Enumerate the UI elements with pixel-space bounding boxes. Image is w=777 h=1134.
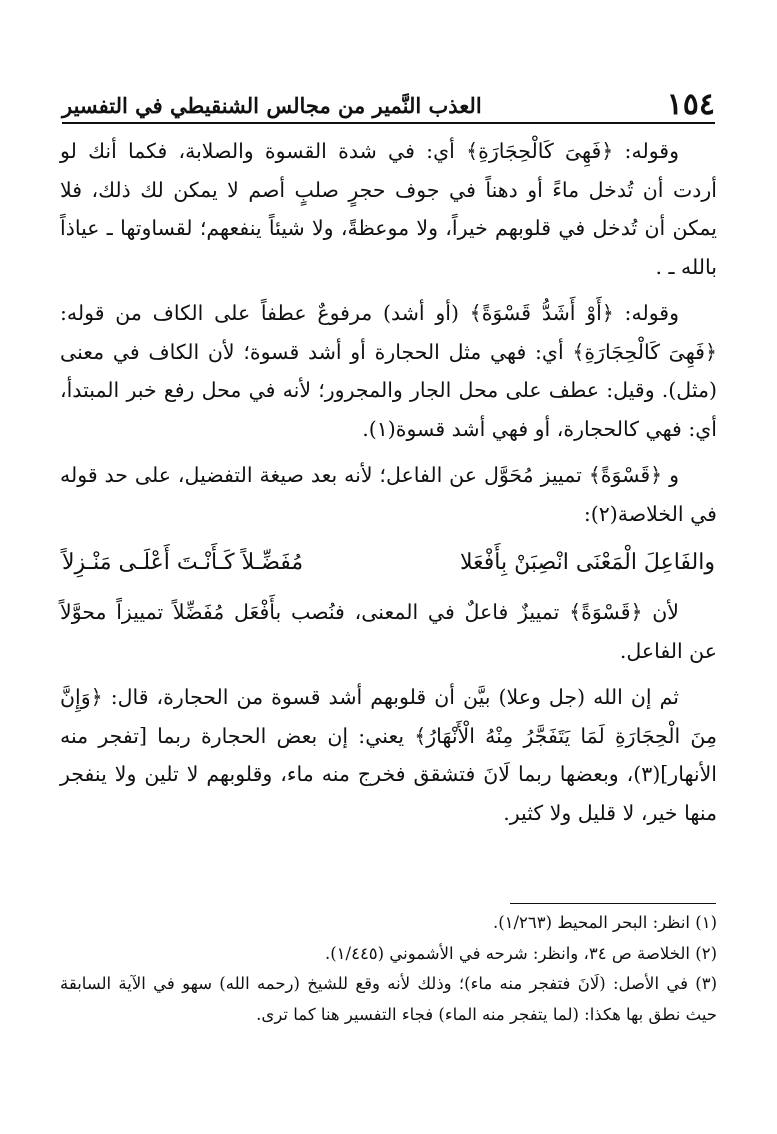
verse-first-hemistich: والفَاعِلَ الْمَعْنَى انْصِبَنْ بِأَفْعَلا bbox=[460, 550, 715, 575]
paragraph-4: لأن ﴿قَسْوَةً﴾ تمييزٌ فاعلٌ في المعنى، فنُصب بأَفْعَل مُفَضِّلاً تمييزاً محوَّلاً عن الفاعل. bbox=[60, 600, 717, 663]
header-rule bbox=[62, 122, 715, 124]
page-header bbox=[62, 74, 715, 120]
paragraph-5: ثم إن الله (جل وعلا) بيَّن أن قلوبهم أشد قسوة من الحجارة، قال: ﴿وَإِنَّ مِنَ الْحِجَارَةِ لَمَا يَتَفَجَّرُ مِنْهُ الْأَنْهَارُ﴾ يعني: إن بعض الحجارة ربما [تفجر منه الأنهار](٣)، وبعضها ربما لَانَ فتشقق فخرج منه ماء، وقلوبهم لا تلين ولا ينفجر منها خير، لا قليل ولا كثير. bbox=[60, 685, 717, 825]
footnotes bbox=[60, 908, 717, 1030]
paragraph-1: وقوله: ﴿فَهِىَ كَالْحِجَارَةِ﴾ أي: في شدة القسوة والصلابة، فكما أنك لو أردت أن تُدخل ماءً أو دهناً في جوف حجرٍ صلبٍ أصم لا يمكن لك ذلك، فلا يمكن أن تُدخل في قلوبهم خيراً، ولا موعظةً، ولا شيئاً ينفعهم؛ لقساوتها ـ عياذاً بالله ـ . bbox=[60, 139, 717, 279]
running-title: العذب النَّمير من مجالس الشنقيطي في التفسير bbox=[62, 93, 482, 118]
footnote-1: (١) انظر: البحر المحيط (١/٢٦٣). bbox=[492, 913, 717, 932]
main-text bbox=[60, 132, 717, 840]
footnote-3: (٣) في الأصل: (لَانَ فتفجر منه ماء)؛ وذلك لأنه وقع للشيخ (رحمه الله) سهو في الآية السابقة حيث نطق بها هكذا: (لما يتفجر منه الماء) فجاء التفسير هنا كما ترى. bbox=[60, 974, 717, 1024]
footnote-2: (٢) الخلاصة ص ٣٤، وانظر: شرحه في الأشموني (١/٤٤٥). bbox=[324, 943, 717, 963]
footnote-rule bbox=[510, 903, 716, 904]
paragraph-2: وقوله: ﴿أَوْ أَشَدُّ قَسْوَةً﴾ (أو أشد) مرفوعٌ عطفاً على الكاف من قوله: ﴿فَهِىَ كَالْحِجَارَةِ﴾ أي: فهي مثل الحجارة أو أشد قسوة؛ لأن الكاف في معنى (مثل). وقيل: عطف على محل الجار والمجرور؛ لأنه في محل رفع خبر المبتدأ، أي: فهي كالحجارة، أو فهي أشد قسوة(١). bbox=[60, 301, 717, 441]
verse-second-hemistich: مُفَضِّـلاً كَـأَنْـتَ أَعْلَـى مَنْـزِلاً bbox=[62, 550, 304, 575]
paragraph-3: و ﴿قَسْوَةً﴾ تمييز مُحَوَّل عن الفاعل؛ لأنه بعد صيغة التفضيل، على حد قوله في الخلاصة(٢): bbox=[60, 463, 717, 526]
poetry-verse bbox=[60, 541, 717, 585]
page-number: ١٥٤ bbox=[666, 87, 715, 122]
